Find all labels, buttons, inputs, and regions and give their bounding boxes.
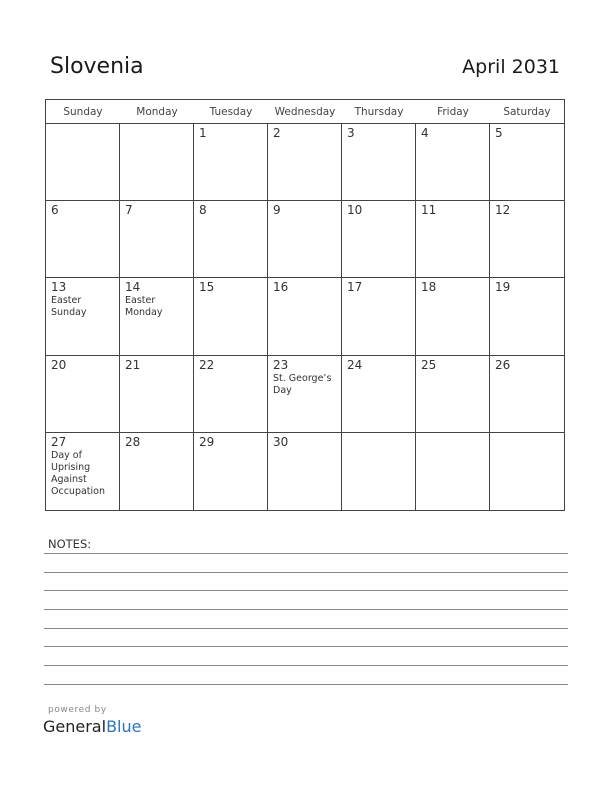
notes-line	[44, 572, 568, 573]
notes-line	[44, 553, 568, 554]
calendar-grid	[45, 99, 565, 511]
day-number: 9	[273, 203, 281, 218]
day-number: 22	[199, 357, 215, 372]
day-cell	[46, 278, 120, 355]
weekday-header-monday: Monday	[120, 100, 194, 124]
holiday-label: St. George’s Day	[273, 372, 332, 396]
day-cell	[490, 278, 564, 355]
day-cell	[416, 201, 490, 278]
day-cell	[120, 124, 194, 201]
day-number: 8	[199, 203, 207, 218]
day-cell	[120, 433, 194, 510]
day-number: 24	[347, 357, 363, 372]
day-cell	[120, 278, 194, 355]
day-number: 13	[51, 280, 67, 295]
notes-line	[44, 590, 568, 591]
day-cell	[194, 124, 268, 201]
day-number: 21	[125, 357, 141, 372]
day-cell	[46, 201, 120, 278]
day-cell	[268, 201, 342, 278]
day-cell	[490, 124, 564, 201]
weekday-header-wednesday: Wednesday	[268, 100, 342, 124]
notes-line	[44, 684, 568, 685]
weekday-header-sunday: Sunday	[46, 100, 120, 124]
month-year-title: April 2031	[462, 56, 560, 78]
day-cell	[46, 433, 120, 510]
day-cell	[194, 201, 268, 278]
country-title: Slovenia	[50, 54, 144, 79]
notes-line	[44, 609, 568, 610]
day-cell	[194, 278, 268, 355]
day-number: 17	[347, 280, 363, 295]
notes-line	[44, 665, 568, 666]
day-number: 23	[273, 357, 289, 372]
day-number: 16	[273, 280, 289, 295]
day-number: 6	[51, 203, 59, 218]
holiday-label: Easter Monday	[125, 295, 163, 319]
day-cell	[46, 124, 120, 201]
day-cell	[416, 124, 490, 201]
day-number: 30	[273, 434, 289, 449]
day-number: 15	[199, 280, 215, 295]
generalblue-logo	[43, 717, 141, 736]
day-cell	[490, 433, 564, 510]
weekday-header-thursday: Thursday	[342, 100, 416, 124]
day-cell	[342, 278, 416, 355]
day-cell	[490, 356, 564, 433]
day-number: 3	[347, 126, 355, 140]
day-cell	[342, 433, 416, 510]
notes-line	[44, 628, 568, 629]
day-cell	[342, 124, 416, 201]
day-cell	[46, 356, 120, 433]
weekday-header-saturday: Saturday	[490, 100, 564, 124]
holiday-label: Day of Uprising Against Occupation	[51, 449, 105, 497]
day-number: 2	[273, 126, 281, 140]
day-cell	[268, 124, 342, 201]
day-cell	[416, 433, 490, 510]
powered-by-text: powered by	[48, 705, 107, 715]
day-cell	[416, 356, 490, 433]
day-cell	[194, 433, 268, 510]
day-cell	[120, 201, 194, 278]
day-number: 29	[199, 434, 215, 449]
day-cell	[268, 278, 342, 355]
day-cell	[416, 278, 490, 355]
brand-blue: Blue	[106, 717, 142, 736]
day-number: 28	[125, 434, 141, 449]
day-cell	[268, 433, 342, 510]
notes-label: NOTES:	[48, 537, 92, 551]
day-number: 12	[495, 203, 511, 218]
day-number: 7	[125, 203, 133, 218]
notes-line	[44, 646, 568, 647]
holiday-label: Easter Sunday	[51, 295, 87, 319]
day-number: 5	[495, 126, 503, 140]
day-cell	[268, 356, 342, 433]
day-number: 14	[125, 280, 141, 295]
brand-general: General	[43, 717, 107, 736]
day-number: 18	[421, 280, 437, 295]
weekday-header-tuesday: Tuesday	[194, 100, 268, 124]
day-number: 19	[495, 280, 511, 295]
day-number: 20	[51, 357, 67, 372]
day-number: 27	[51, 434, 67, 449]
day-number: 1	[199, 126, 207, 140]
day-number: 11	[421, 203, 437, 218]
weekday-header-friday: Friday	[416, 100, 490, 124]
day-cell	[194, 356, 268, 433]
day-number: 10	[347, 203, 363, 218]
day-number: 4	[421, 126, 429, 140]
day-cell	[120, 356, 194, 433]
day-cell	[342, 356, 416, 433]
day-number: 25	[421, 357, 437, 372]
day-cell	[342, 201, 416, 278]
day-number: 26	[495, 357, 511, 372]
day-cell	[490, 201, 564, 278]
